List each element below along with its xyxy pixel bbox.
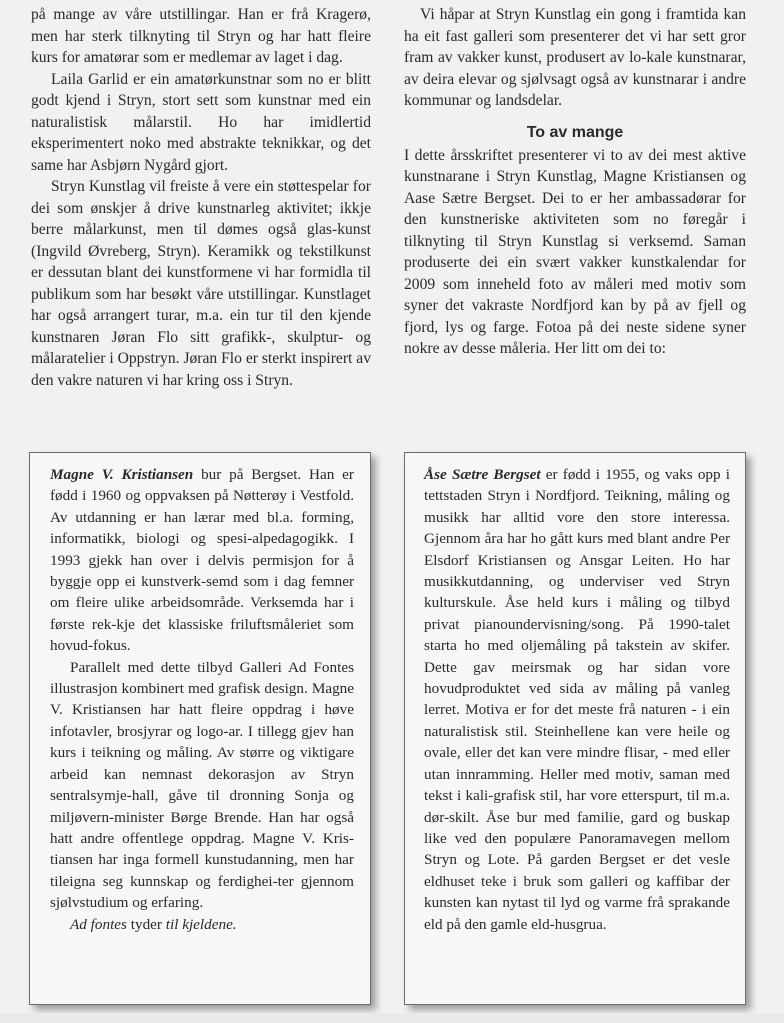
- bio-name: Åse Sætre Bergset: [424, 466, 541, 483]
- bio-text: tyder: [126, 915, 166, 933]
- paragraph: Stryn Kunstlag vil freiste å vere ein støttespelar for dei som ønskjer å drive kunstnarleg aktivitet; ikkje berre målarkunst, men til dømes også glas-kunst (Ingvild Øvreberg, Stryn). Keramikk og tekstilkunst er dessutan blant dei kunstformene vi har formidla til publikum som har besøkt våre utstillingar. Kunstlaget har også arrangert turar, m.a. ein tur til den kjende kunstnaren Jøran Flo sitt grafikk-, skulptur- og målaratelier i Oppstryn. Jøran Flo er sterkt inspirert av den vakre naturen vi har kring oss i Stryn.: [31, 178, 371, 389]
- paragraph: Laila Garlid er ein amatørkunstnar som no er blitt godt kjend i Stryn, stort sett som kunstnar med ein naturalistisk målarstil. Ho har imidlertid eksperimentert noko med abstrakte teknikkar, og det same har Asbjørn Nygård gjort.: [31, 70, 371, 174]
- bio-box-ase-saetre-bergset: [404, 452, 746, 1005]
- right-text-column: [404, 4, 746, 360]
- italic-term: Ad fontes: [70, 915, 127, 933]
- bio-text: bur på Bergset. Han er fødd i 1960 og oppvaksen på Nøtterøy i Vestfold. Av utdanning er han lærar med bl.a. forming, informatikk, biologi og spesi-alpedagogikk. I 1993 gjekk han over i delvis permisjon for å byggje opp ei kunstverk-semd som i dag femner om fleire ulike arbeidsområde. Verksemda har i første rek-kje det klassiske friluftsmåleriet som hovud-fokus.: [50, 466, 354, 655]
- bio-paragraph: Parallelt med dette tilbyd Galleri Ad Fontes illustrasjon kombinert med grafisk design. Magne V. Kristiansen har hatt fleire oppdrag i høve infotavler, brosjyrar og logo-ar. I tillegg gjev han kurs i teikning og måling. Av større og viktigare arbeid kan nemnast dekorasjon av Stryn sentralsymje-hall, gåve til dronning Sonja og miljøvern-minister Børge Brende. Han har også hatt andre offentlege oppdrag. Magne V. Kris-tiansen har inga formell kunstudanning, men har tileigna seg kunnskap og ferdighei-ter gjennom sjølvstudium og erfaring.: [50, 658, 354, 912]
- paragraph: Vi håpar at Stryn Kunstlag ein gong i framtida kan ha eit fast galleri som presenterer det vi har sett gror fram av vakker kunst, produsert av lo-kale kunstnarar, av deira elevar og sjølvsagt også av kunstnarar i andre kommunar og landsdelar.: [404, 6, 746, 109]
- bio-text: er fødd i 1955, og vaks opp i tettstaden Stryn i Nordfjord. Teikning, måling og musikk har alltid vore den store interessa. Gjennom åra har ho gått kurs med blant andre Per Elsdorf Kristiansen og Ansgar Leiten. Ho har musikkutdanning, og underviser ved Stryn kulturskule. Åse held kurs i måling og tilbyd privat pianoundervisning/song. På 1990-talet starta ho med oljemåling på takstein av skifer. Dette gav meirsmak og har sidan vore hovudproduktet ved sida av måling på vanleg lerret. Motiva er for det meste frå naturen - i ein naturalistisk stil. Steinhellene kan vere heile og ovale, eller det kan vere mindre flisar, - med eller utan innramming. Heller med motiv, saman med tekst i kali-grafisk stil, har vore etterspurt, til m.a. dør-skilt. Åse bur med familie, gard og buskap like ved den populære Panoramavegen mellom Stryn og Lote. På garden Bergset er det vesle eldhuset teke i bruk som galleri og kaffibar der kunsten kan nytast til lyd og varme frå sprakande eld på den gamle eld-husgrua.: [424, 466, 730, 933]
- section-heading: To av mange: [526, 123, 624, 141]
- bio-paragraph: [50, 914, 354, 935]
- paragraph: I dette årsskriftet presenterer vi to av dei mest aktive kunstnarane i Stryn Kunstlag, Magne Kristiansen og Aase Sætre Bergset. Dei to er her ambassadørar for den kunstneriske aktiviteten som no føregår i tilknyting til Stryn Kunstlag si verksemd. Saman produserte dei ein svært vakker kunstkalendar for 2009 som inneheld foto av måleri med motiv som syner det vakraste Nordfjord kan by på av fjell og fjord, lys og farge. Fotoa på dei neste sidene syner nokre av desse måleria. Her litt om dei to:: [404, 146, 746, 357]
- paragraph: på mange av våre utstillingar. Han er frå Kragerø, men har sterk tilknyting til Stryn og har hatt fleire kurs for amatørar som er medlemar av laget i dag.: [31, 6, 371, 66]
- left-text-column: [31, 4, 371, 391]
- bio-box-magne-kristiansen: [29, 452, 371, 1005]
- bio-name: Magne V. Kristiansen: [50, 466, 194, 483]
- page-bottom-edge: [0, 1013, 784, 1023]
- italic-term: til kjeldene.: [165, 915, 237, 933]
- bio-paragraph: [424, 464, 730, 935]
- bio-paragraph: [50, 464, 354, 657]
